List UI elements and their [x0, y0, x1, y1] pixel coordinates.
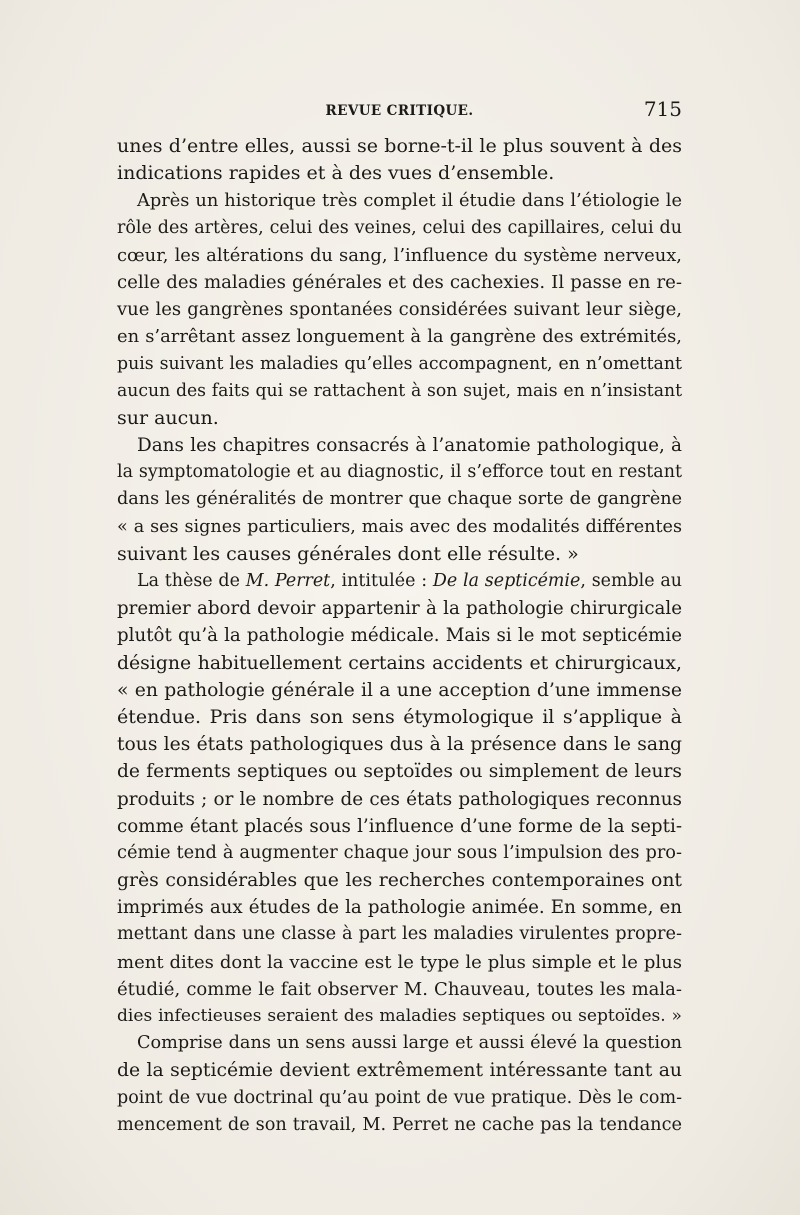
text-line: produits ; or le nombre de ces états pathologiques reconnus: [117, 788, 682, 810]
text-line: désigne habituellement certains accidents et chirurgicaux,: [117, 652, 682, 674]
text-line: puis suivant les maladies qu’elles accompagnent, en n’omettant: [117, 353, 682, 374]
text-line: de la septicémie devient extrêmement intéressante tant au: [117, 1060, 682, 1082]
text-line: grès considérables que les recherches contemporaines ont: [117, 870, 682, 892]
page-header: [117, 97, 682, 125]
text-line: mettant dans une classe à part les maladies virulentes propre-: [117, 924, 682, 945]
text-line: étendue. Pris dans son sens étymologique il s’applique à: [117, 705, 682, 728]
text-line: dans les généralités de montrer que chaque sorte de gangrène: [117, 489, 682, 510]
text-line: aucun des faits qui se rattachent à son sujet, mais en n’insistant: [117, 380, 682, 401]
thesis-title: De la septicémie: [432, 571, 581, 591]
text-line: celle des maladies générales et des cachexies. Il passe en re-: [117, 271, 682, 293]
text-line: rôle des artères, celui des veines, celui des capillaires, celui du: [117, 217, 682, 238]
text-line: de ferments septiques ou septoïdes ou simplement de leurs: [117, 761, 682, 783]
text-line: « a ses signes particuliers, mais avec des modalités différentes: [117, 516, 682, 537]
text-line: comme étant placés sous l’influence d’une forme de la septi-: [117, 815, 682, 837]
text-line: Dans les chapitres consacrés à l’anatomie pathologique, à: [137, 435, 682, 457]
text-line: tous les états pathologiques dus à la présence dans le sang: [117, 734, 682, 756]
text-line: mencement de son travail, M. Perret ne cache pas la tendance: [117, 1114, 682, 1135]
text-line: vue les gangrènes spontanées considérées suivant leur siège,: [117, 299, 682, 321]
thesis-author: M. Perret: [245, 571, 331, 591]
text-line: Après un historique très complet il étudie dans l’étiologie le: [137, 190, 682, 212]
text-line: plutôt qu’à la pathologie médicale. Mais si le mot septicémie: [117, 625, 682, 647]
text-line-thesis: [117, 568, 682, 595]
thesis-mid: , intitulée :: [330, 571, 433, 591]
text-line: étudié, comme le fait observer M. Chauveau, toutes les mala-: [117, 978, 682, 1000]
text-line: en s’arrêtant assez longuement à la gangrène des extrémités,: [117, 326, 682, 348]
body-text: [117, 133, 682, 1139]
page-number: 715: [643, 97, 682, 121]
text-line: cœur, les altérations du sang, l’influence du système nerveux,: [117, 244, 682, 266]
text-line: ment dites dont la vaccine est le type le plus simple et le plus: [117, 951, 682, 973]
text-line: dies infectieuses seraient des maladies septiques ou septoïdes. »: [117, 1006, 682, 1026]
text-line: point de vue doctrinal qu’au point de vue pratique. Dès le com-: [117, 1087, 682, 1108]
text-line: unes d’entre elles, aussi se borne-t-il le plus souvent à des: [117, 135, 682, 157]
text-line: imprimés aux études de la pathologie animée. En somme, en: [117, 897, 682, 919]
thesis-after: , semble au: [580, 571, 682, 591]
running-head: REVUE CRITIQUE.: [325, 103, 474, 119]
text-line: indications rapides et à des vues d’ensemble.: [117, 162, 555, 185]
text-line: la symptomatologie et au diagnostic, il s’efforce tout en restant: [117, 462, 682, 483]
text-line: « en pathologie générale il a une acception d’une immense: [117, 679, 682, 701]
text-line: sur aucun.: [117, 406, 219, 429]
text-line: premier abord devoir appartenir à la pathologie chirurgicale: [117, 598, 682, 620]
text-line: Comprise dans un sens aussi large et aussi élevé la question: [137, 1033, 682, 1054]
thesis-intro: La thèse de: [137, 571, 246, 591]
text-line: cémie tend à augmenter chaque jour sous l’impulsion des pro-: [117, 842, 682, 863]
text-line: suivant les causes générales dont elle résulte. »: [117, 542, 579, 565]
